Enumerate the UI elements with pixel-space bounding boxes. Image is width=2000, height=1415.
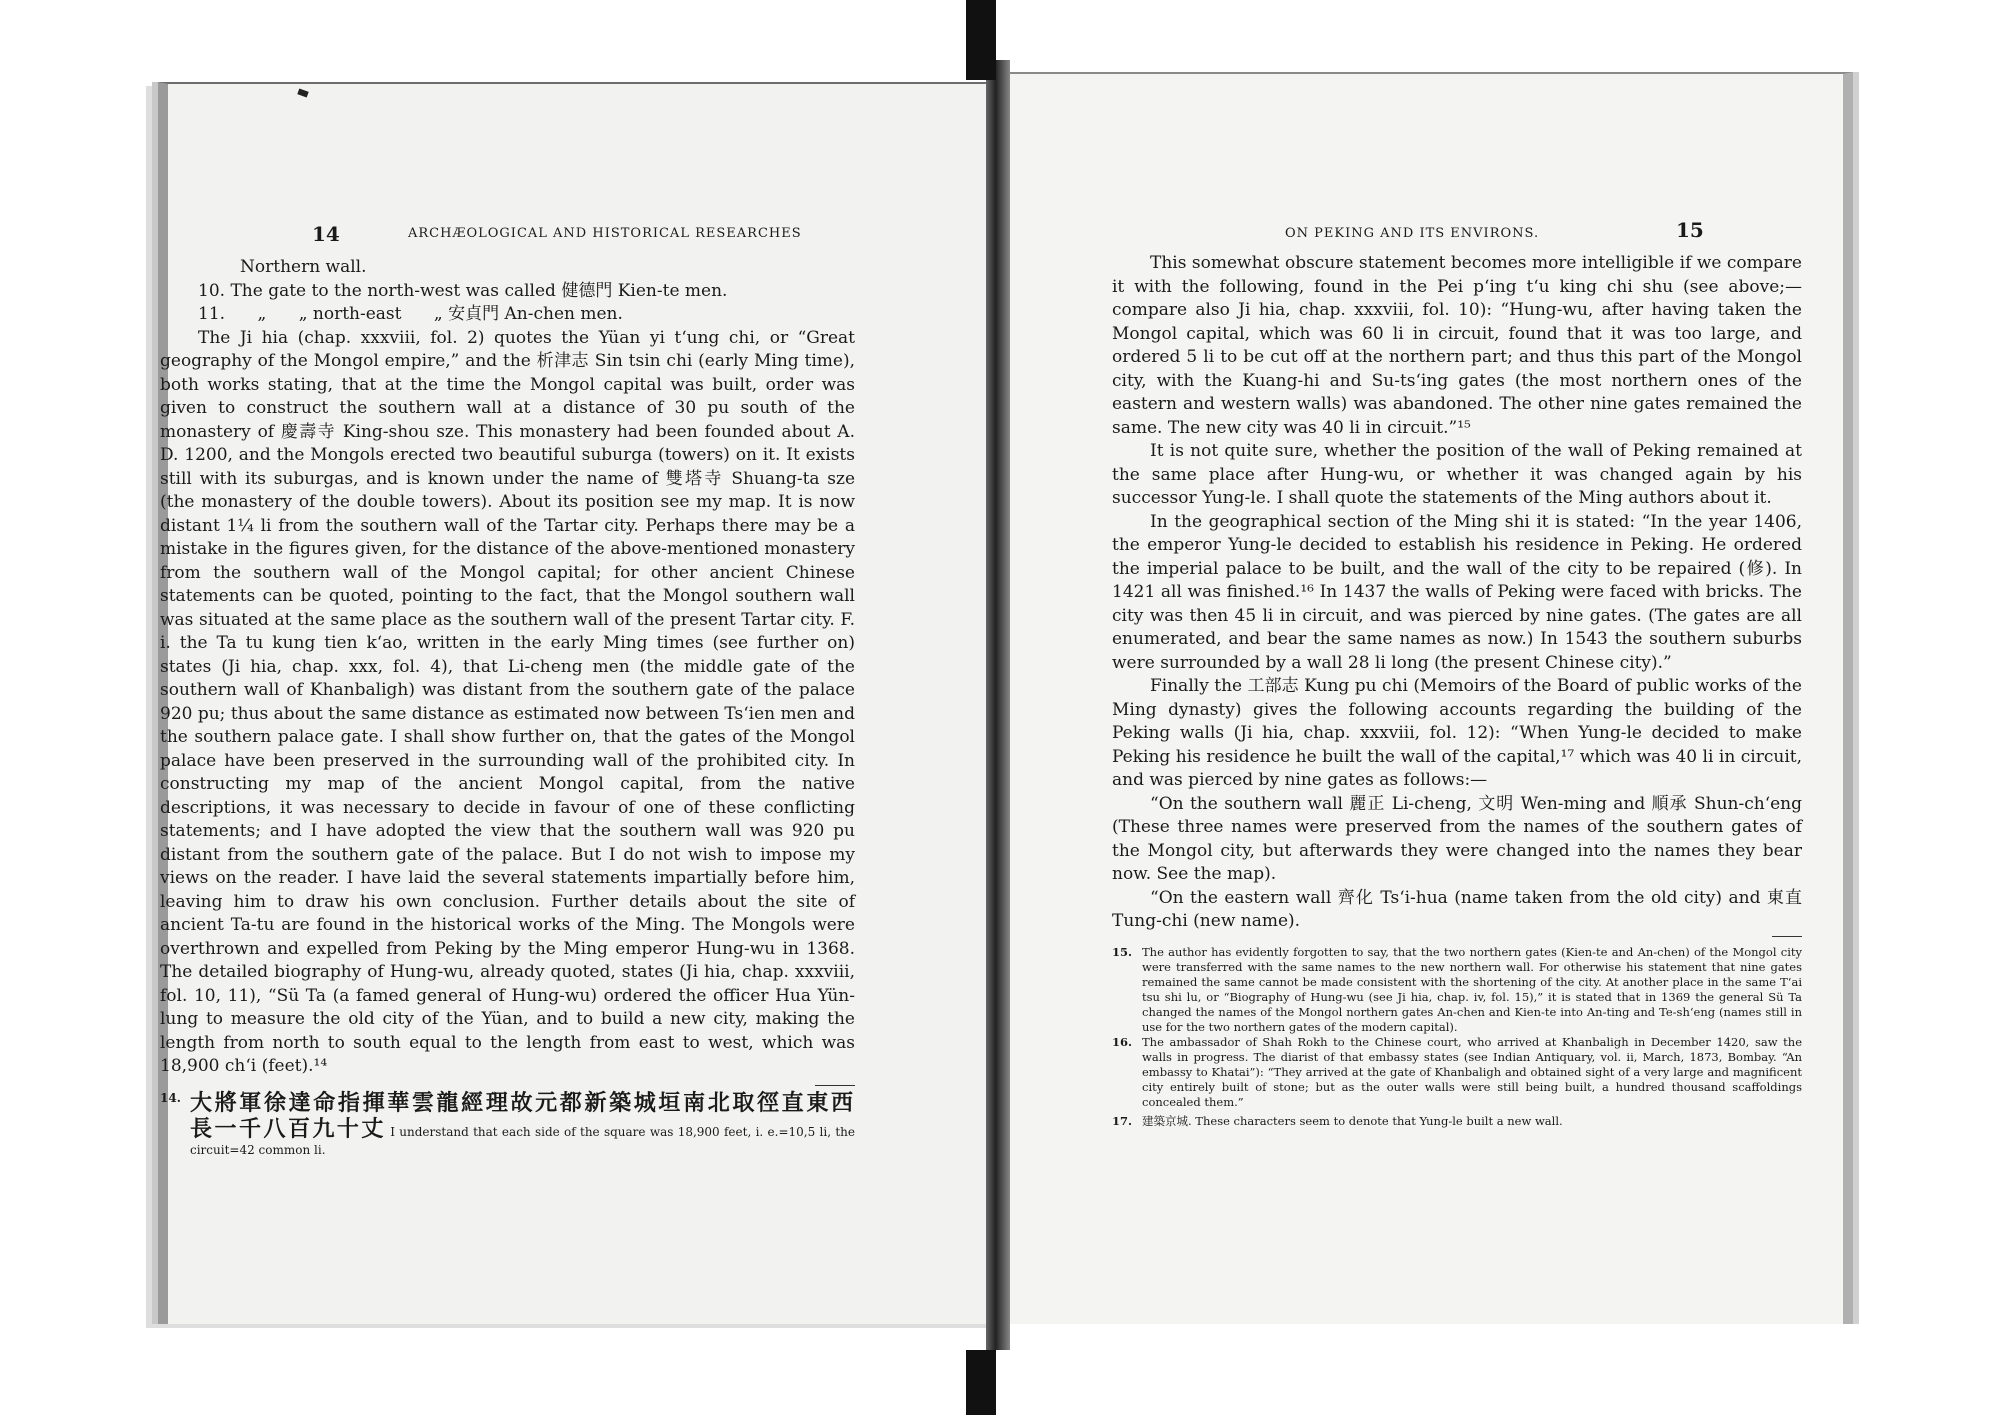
gate-11: 11. „ „ north-east „ 安貞門 An-chen men. xyxy=(198,304,623,324)
right-paragraph-5: “On the southern wall 麗正 Li-cheng, 文明 Wen-ming and 順承 Shun-chʻeng (These three names were preserved from the names of the southern gates of the Mongol city, but afterwards they were changed into the names they bear now. See the map). xyxy=(1112,793,1802,884)
footnote-number: 16. xyxy=(1112,1034,1133,1049)
right-paragraph-4: Finally the 工部志 Kung pu chi (Memoirs of the Board of public works of the Ming dynasty) gives the following accounts regarding the building of the Peking walls (Ji hia, chap. xxxviii, fol. 12): “When Yung-le decided to make Peking his residence he built the wall of the capital,¹⁷ which was 40 li in circuit, and was pierced by nine gates as follows:— xyxy=(1112,676,1802,790)
footnote-number: 15. xyxy=(1112,944,1133,959)
footnote-text: I understand that each side of the square was 18,900 feet, i. e.=10,5 li, the circuit=42 common li. xyxy=(190,1124,855,1157)
footnote-number: 14. xyxy=(160,1090,181,1105)
footnote-rule xyxy=(815,1085,855,1086)
left-page-body xyxy=(160,256,855,1158)
footnote-rule xyxy=(1772,936,1802,937)
spine-bottom-shadow xyxy=(966,1350,996,1415)
right-paragraph-6: “On the eastern wall 齊化 Tsʻi-hua (name taken from the old city) and 東直 Tung-chi (new name). xyxy=(1112,887,1802,931)
footnote-text: The ambassador of Shah Rokh to the Chinese court, who arrived at Khanbaligh in December 1420, saw the walls in progress. The diarist of that embassy states (see Indian Antiquary, vol. ii, March, 1873, Bombay. “An embassy to Khatai”): “They arrived at the gate of Khanbaligh and obtained sight of a very large and magnificent city entirely built of stone; but as the outer walls were still being built, a hundred thousand scaffoldings concealed them.” xyxy=(1142,1034,1802,1109)
right-paragraph-3: In the geographical section of the Ming shi it is stated: “In the year 1406, the emperor Yung-le decided to establish his residence in Peking. He ordered the imperial palace to be built, and the wall of the city to be repaired (修). In 1421 all was finished.¹⁶ In 1437 the walls of Peking were faced with bricks. The city was then 45 li in circuit, and was pierced by nine gates. (The gates are all enumerated, and bear the same names as now.) In 1543 the southern suburbs were surrounded by a wall 28 li long (the present Chinese city).” xyxy=(1112,511,1802,673)
footnote-15 xyxy=(1112,945,1802,1035)
spine-top-shadow xyxy=(966,0,996,80)
gate-10: 10. The gate to the north-west was called 健德門 Kien-te men. xyxy=(198,280,728,301)
section-heading: Northern wall. xyxy=(240,257,367,277)
footnote-chinese-text: 大將軍徐達命指揮華雲龍經理故元都新築城垣南北取徑直東西長一千八百九十丈 xyxy=(190,1089,855,1142)
right-running-head: ON PEKING AND ITS ENVIRONS. xyxy=(1285,226,1540,241)
footnote-text: 建築京城. These characters seem to denote that Yung-le built a new wall. xyxy=(1142,1113,1563,1128)
footnote-17 xyxy=(1112,1114,1802,1129)
left-running-head: ARCHÆOLOGICAL AND HISTORICAL RESEARCHES xyxy=(408,226,802,241)
right-paragraph-2: It is not quite sure, whether the position of the wall of Peking remained at the same place after Hung-wu, or whether it was changed again by his successor Yung-le. I shall quote the statements of the Ming authors about it. xyxy=(1112,441,1802,508)
right-footnotes xyxy=(1112,945,1802,1129)
left-page-number: 14 xyxy=(312,222,340,246)
footnote-number: 17. xyxy=(1112,1113,1133,1128)
footnote-text: The author has evidently forgotten to say, that the two northern gates (Kien-te and An-chen) of the Mongol city were transferred with the same names to the new northern wall. For otherwise his statement that nine gates remained the same cannot be made consistent with the shortening of the city. At another place in the same Tʻai tsu shi lu, or “Biography of Hung-wu (see Ji hia, chap. iv, fol. 15),” it is stated that in 1369 the general Sü Ta changed the names of the Mongol northern gates An-chen and Kien-te into An-ting and Te-shʻeng (names still in use for the two northern gates of the modern capital). xyxy=(1142,944,1802,1034)
right-page-number: 15 xyxy=(1676,218,1704,242)
footnote-14 xyxy=(160,1090,855,1158)
book-spine xyxy=(986,60,1010,1350)
right-paragraph-1: This somewhat obscure statement becomes more intelligible if we compare it with the following, found in the Pei pʻing tʻu king chi shu (see above;—compare also Ji hia, chap. xxxviii, fol. 10): “Hung-wu, after having taken the Mongol capital, which was 60 li in circuit, found that it was too large, and ordered 5 li to be cut off at the northern part; and thus this part of the Mongol city, with the Kuang-hi and Su-tsʻing gates (the most northern ones of the eastern and western walls) was abandoned. The other nine gates remained the same. The new city was 40 li in circuit.”¹⁵ xyxy=(1112,253,1802,438)
left-paragraph: The Ji hia (chap. xxxviii, fol. 2) quotes the Yüan yi tʻung chi, or “Great geography of the Mongol empire,” and the 析津志 Sin tsin chi (early Ming time), both works stating, that at the time the Mongol capital was built, order was given to construct the southern wall at a distance of 30 pu south of the monastery of 慶壽寺 King-shou sze. This monastery had been founded about A. D. 1200, and the Mongols erected two beautiful suburga (towers) on it. It exists still with its suburgas, and is known under the name of 雙塔寺 Shuang-ta sze (the monastery of the double towers). About its position see my map. It is now distant 1¼ li from the southern wall of the Tartar city. Perhaps there may be a mistake in the figures given, for the distance of the above-mentioned monastery from the southern wall of the Mongol capital; for other ancient Chinese statements can be quoted, pointing to the fact, that the Mongol southern wall was situated at the same place as the southern wall of the present Tartar city. F. i. the Ta tu kung tien kʻao, written in the early Ming times (see further on) states (Ji hia, chap. xxx, fol. 4), that Li-cheng men (the middle gate of the southern wall of Khanbaligh) was distant from the southern gate of the palace 920 pu; thus about the same distance as estimated now between Tsʻien men and the southern palace gate. I shall show further on, that the gates of the Mongol palace have been preserved in the surrounding wall of the prohibited city. In constructing my map of the ancient Mongol capital, from the native descriptions, it was necessary to decide in favour of one of these conflicting statements; and I have adopted the view that the southern wall was 920 pu distant from the southern gate of the palace. But I do not wish to impose my views on the reader. I have laid the several statements impartially before him, leaving him to draw his own conclusion. Further details about the site of ancient Ta-tu are found in the historical works of the Ming. The Mongols were overthrown and expelled from Peking by the Ming emperor Hung-wu in 1368. The detailed biography of Hung-wu, already quoted, states (Ji hia, chap. xxxviii, fol. 10, 11), “Sü Ta (a famed general of Hung-wu) ordered the officer Hua Yün-lung to measure the old city of the Yüan, and to build a new city, making the length from north to south equal to the length from east to west, which was 18,900 chʻi (feet).¹⁴ xyxy=(160,327,856,1076)
footnote-16 xyxy=(1112,1035,1802,1110)
right-page-body xyxy=(1112,252,1802,1129)
